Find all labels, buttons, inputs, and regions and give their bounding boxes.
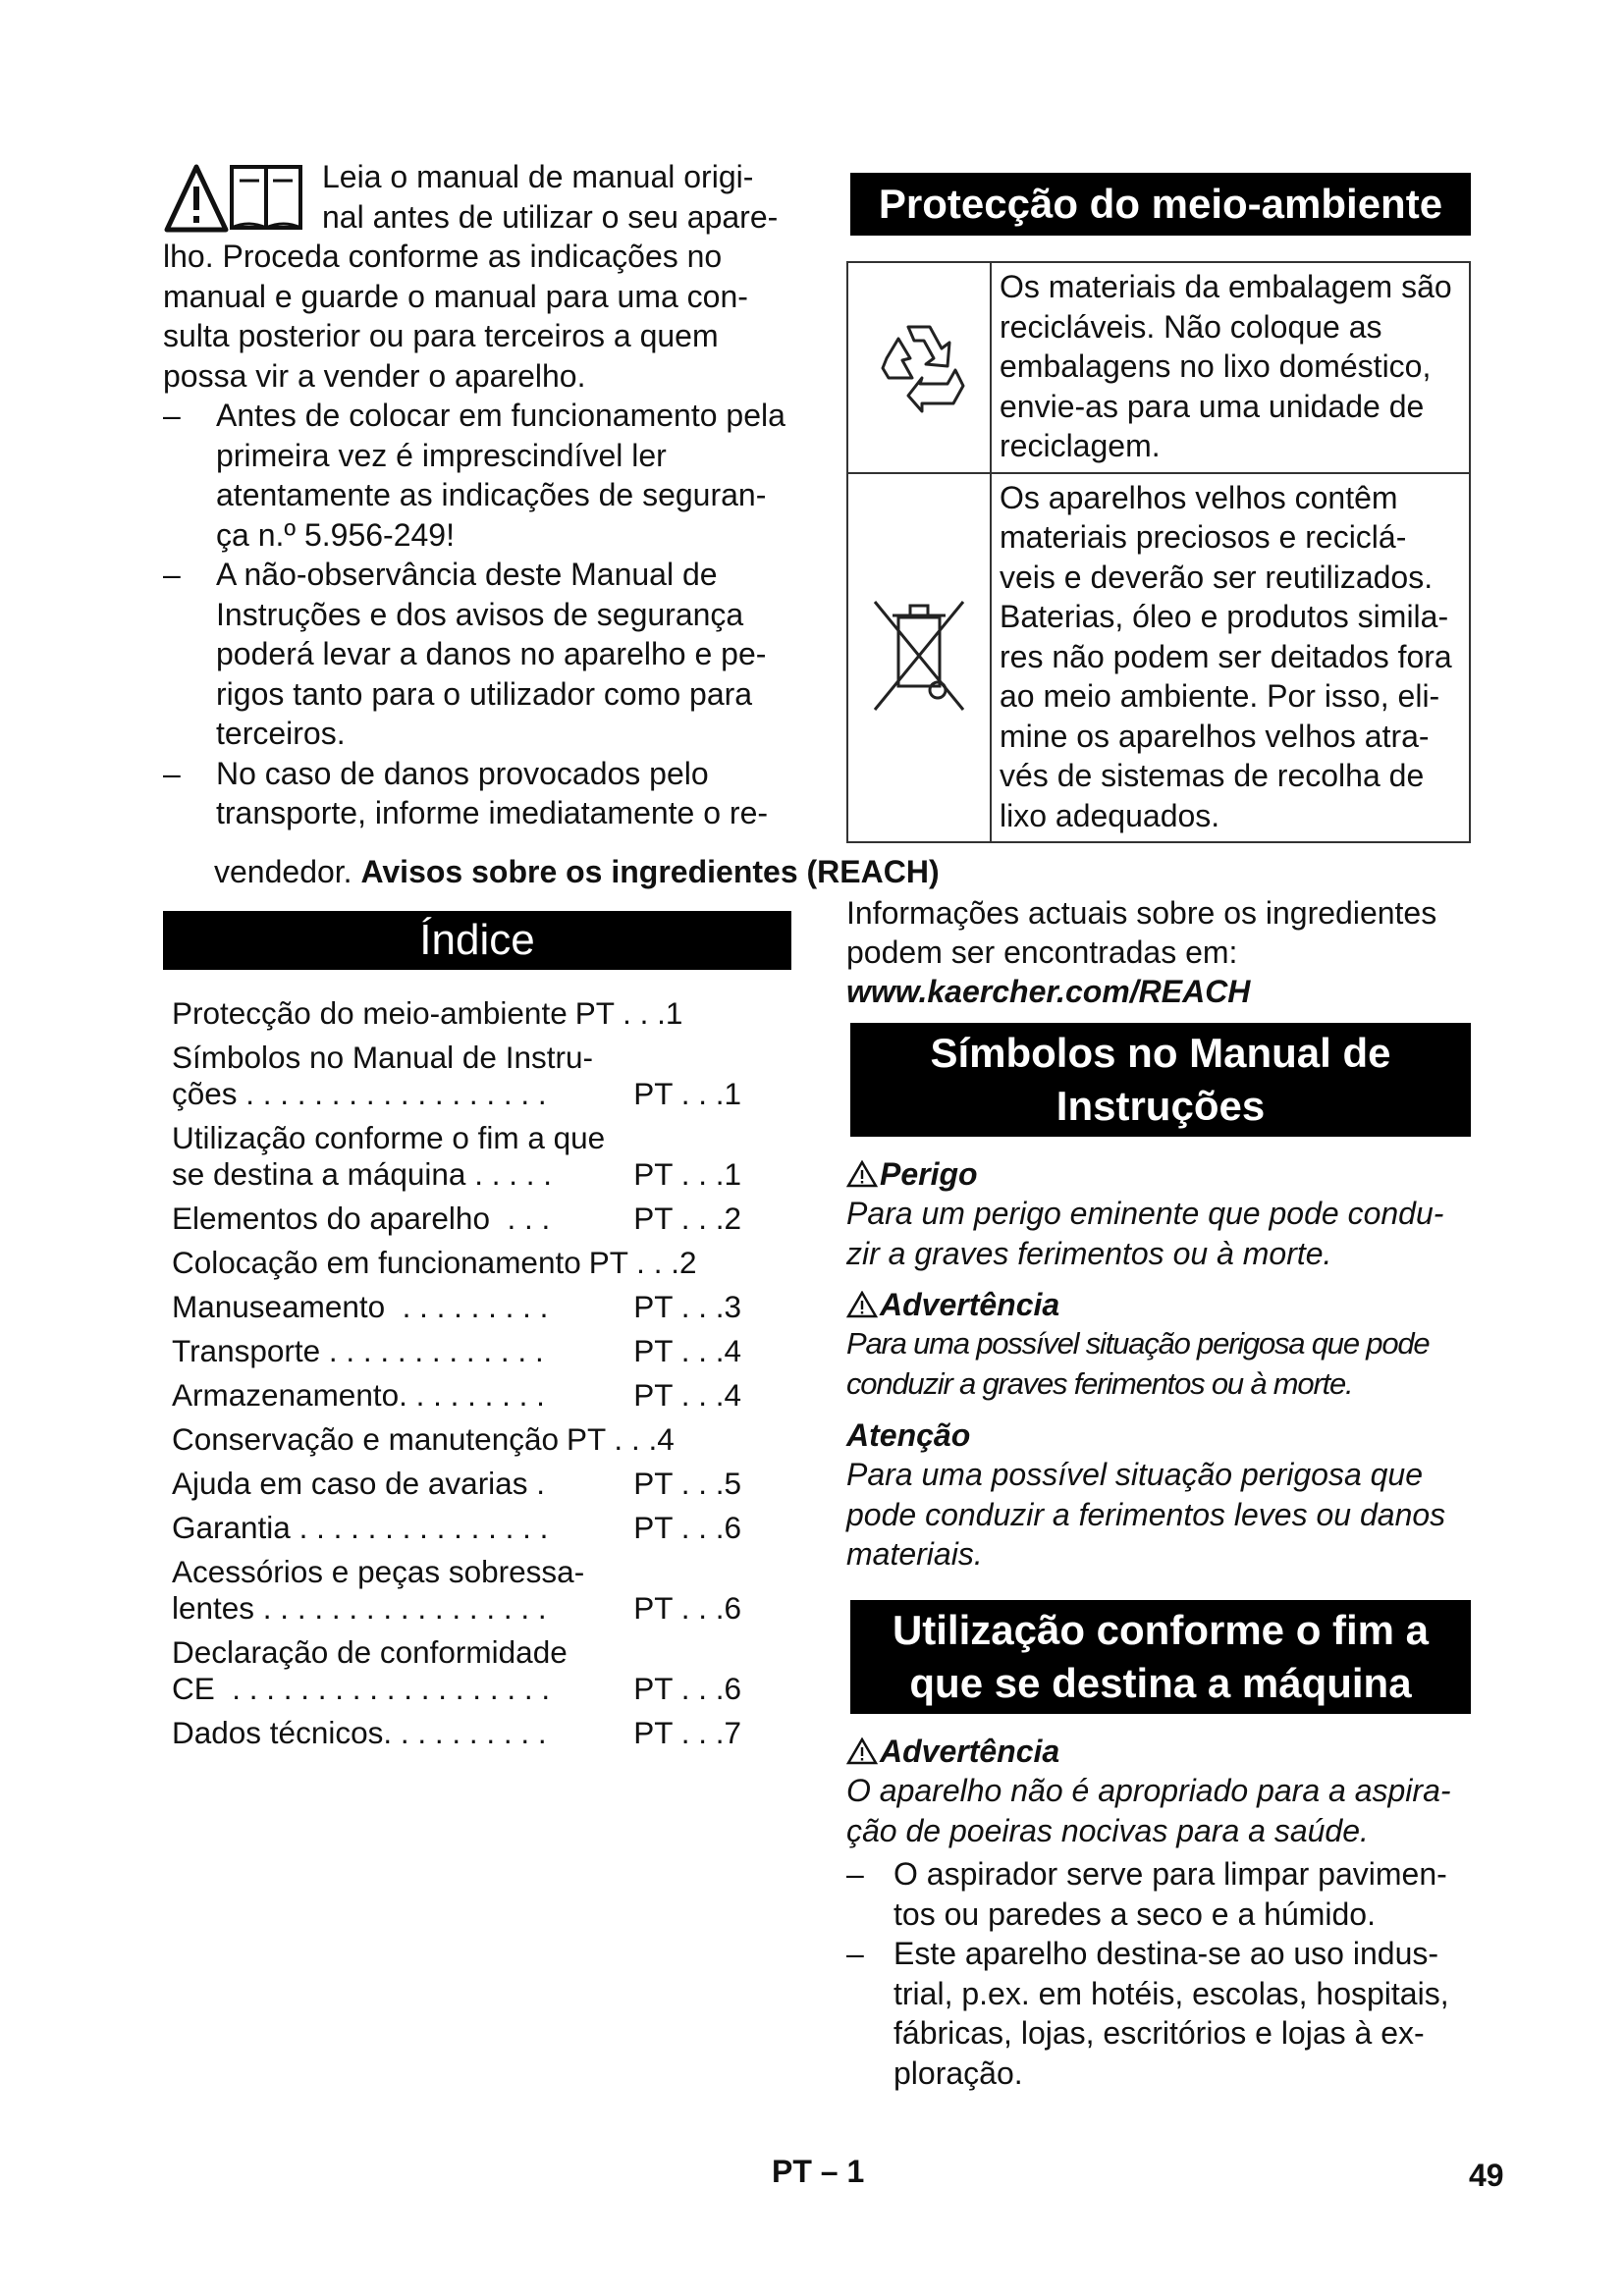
- environment-row: [847, 473, 1470, 843]
- toc-entry-page: PT . . .2: [588, 1245, 697, 1280]
- symbol-label-text: Advertência: [880, 1287, 1060, 1322]
- reach-heading-line: [214, 852, 940, 891]
- bullet-dash: –: [163, 755, 181, 791]
- warning-label: [846, 1732, 1475, 1771]
- toc-entry[interactable]: [172, 1120, 741, 1193]
- use-bullet-text: O aspirador serve para limpar pavimen- tos ou paredes a seco e a húmido.: [893, 1856, 1447, 1932]
- toc-entry-page: PT . . .1: [633, 1156, 741, 1192]
- reach-info: [846, 893, 1475, 1011]
- bin-cell: [847, 473, 991, 843]
- intended-use-title-line1: Utilização conforme o fim a: [892, 1607, 1430, 1653]
- toc-entry[interactable]: [172, 1634, 741, 1707]
- crossed-bin-icon: [865, 584, 973, 721]
- toc-entry-page: PT . . .2: [633, 1201, 741, 1236]
- toc-entry-page: PT . . .4: [567, 1421, 675, 1457]
- warning-triangle-icon: [846, 1737, 878, 1765]
- intro-bullet-text: No caso de danos provocados pelo transporte, informe imediatamente o re-: [216, 755, 769, 830]
- warning-manual-icons: [163, 161, 316, 236]
- intended-use-title-line2: que se destina a máquina: [909, 1660, 1412, 1706]
- intro-icons: [163, 161, 316, 236]
- intro-line-2: nal antes de utilizar o seu apare-: [322, 198, 779, 235]
- toc-entry-page: PT . . .4: [633, 1377, 741, 1413]
- toc-entry[interactable]: [172, 1466, 741, 1502]
- intro-bullet: [163, 754, 791, 833]
- bullet-dash: –: [846, 1856, 864, 1892]
- toc-entry[interactable]: [172, 1510, 741, 1546]
- symbol-label-text: Atenção: [846, 1417, 971, 1453]
- reach-heading: Avisos sobre os ingredientes (REACH): [360, 854, 940, 889]
- toc-entry-title: Acessórios e peças sobressa- lentes . . . . . . . . . . . . . . . . .: [172, 1554, 585, 1626]
- toc-entry-title: Colocação em funcionamento: [172, 1245, 581, 1280]
- intro-bullet: [163, 396, 791, 555]
- toc-entry-title: Conservação e manutenção: [172, 1421, 559, 1457]
- toc-entry-title: Manuseamento . . . . . . . . .: [172, 1289, 549, 1324]
- intended-use-block: [846, 1732, 1475, 2093]
- toc-entry[interactable]: [172, 995, 741, 1032]
- intro-last-line: vendedor.: [214, 854, 352, 889]
- toc-entry-title: Utilização conforme o fim a que se destina a máquina . . . . .: [172, 1120, 606, 1192]
- environment-text: Os aparelhos velhos contêm materiais preciosos e reciclá- veis e deverão ser reutilizados. Baterias, óleo e produtos simila- res não podem ser deitados fora ao meio ambiente. Por isso, eli- mine os aparelhos velhos atra- vés de sistemas de recolha de lixo adequados.: [991, 473, 1470, 843]
- toc-entry-title: Declaração de conformidade CE . . . . . . . . . . . . . . . . . . .: [172, 1634, 568, 1706]
- table-of-contents: [172, 995, 741, 1759]
- environment-table: [846, 261, 1471, 843]
- intro-paragraph: [163, 157, 791, 396]
- bullet-dash: –: [846, 1936, 864, 1971]
- toc-entry[interactable]: [172, 1421, 741, 1458]
- toc-entry[interactable]: [172, 1554, 741, 1627]
- intended-use-title: [850, 1600, 1471, 1714]
- toc-entry-title: Garantia . . . . . . . . . . . . . . .: [172, 1510, 549, 1545]
- use-bullet-text: Este aparelho destina-se ao uso indus- trial, p.ex. em hotéis, escolas, hospitais, fábricas, lojas, escritórios e lojas à ex- ploração.: [893, 1936, 1449, 2091]
- environment-text: Os materiais da embalagem são recicláveis. Não coloque as embalagens no lixo doméstico, envie-as para uma unidade de reciclagem.: [991, 262, 1470, 473]
- footer-code: PT – 1: [772, 2154, 865, 2189]
- toc-entry[interactable]: [172, 1040, 741, 1112]
- toc-entry-page: PT . . .4: [633, 1333, 741, 1368]
- toc-entry-title: Protecção do meio-ambiente: [172, 995, 568, 1031]
- toc-entry[interactable]: [172, 1377, 741, 1414]
- toc-entry-page: PT . . .6: [633, 1510, 741, 1545]
- toc-entry-page: PT . . .6: [633, 1671, 741, 1706]
- reach-text: Informações actuais sobre os ingredientes podem ser encontradas em:: [846, 895, 1437, 970]
- use-bullet: [846, 1934, 1475, 2093]
- warning-triangle-icon: [167, 167, 226, 230]
- symbols-title-line1: Símbolos no Manual de: [930, 1030, 1391, 1076]
- symbol-label: [846, 1415, 1475, 1455]
- recycle-icon: [865, 309, 973, 417]
- toc-entry-page: PT . . .1: [574, 995, 683, 1031]
- intro-bullet: [163, 555, 791, 754]
- warning-triangle-icon: [846, 1160, 878, 1188]
- symbol-label: [846, 1285, 1475, 1324]
- symbol-label: [846, 1154, 1475, 1194]
- symbols-title: [850, 1023, 1471, 1137]
- toc-entry[interactable]: [172, 1245, 741, 1281]
- toc-entry-page: PT . . .7: [633, 1715, 741, 1750]
- symbol-description: Para um perigo eminente que pode condu- zir a graves ferimentos ou à morte.: [846, 1196, 1444, 1271]
- toc-entry[interactable]: [172, 1289, 741, 1325]
- toc-entry-page: PT . . .3: [633, 1289, 741, 1324]
- intro-bullet-text: Antes de colocar em funcionamento pela primeira vez é imprescindível ler atentamente as indicações de seguran- ça n.º 5.956-249!: [216, 398, 785, 553]
- toc-entry-title: Dados técnicos. . . . . . . . . .: [172, 1715, 547, 1750]
- warning-text: O aparelho não é apropriado para a aspira- ção de poeiras nocivas para a saúde.: [846, 1773, 1451, 1848]
- environment-row: [847, 262, 1470, 473]
- toc-entry-title: Elementos do aparelho . . .: [172, 1201, 551, 1236]
- symbol-description: Para uma possível situação perigosa que pode conduzir a graves ferimentos ou à morte.: [846, 1326, 1430, 1401]
- intro-block: [163, 157, 791, 833]
- toc-title: Índice: [163, 911, 791, 970]
- toc-entry-page: PT . . .1: [633, 1076, 741, 1111]
- toc-entry-page: PT . . .5: [633, 1466, 741, 1501]
- recycle-cell: [847, 262, 991, 473]
- manual-book-icon: [232, 167, 300, 228]
- toc-entry[interactable]: [172, 1333, 741, 1369]
- toc-entry[interactable]: [172, 1201, 741, 1237]
- symbols-list: [846, 1154, 1475, 1586]
- toc-entry-title: Transporte . . . . . . . . . . . . .: [172, 1333, 544, 1368]
- use-bullet: [846, 1854, 1475, 1934]
- toc-entry-title: Ajuda em caso de avarias .: [172, 1466, 545, 1501]
- reach-url[interactable]: www.kaercher.com/REACH: [846, 974, 1251, 1009]
- intro-bullet-text: A não-observância deste Manual de Instruções e dos avisos de segurança poderá levar a danos no aparelho e pe- rigos tanto para o utilizador como para terceiros.: [216, 557, 767, 751]
- toc-entry-title: Armazenamento. . . . . . . . .: [172, 1377, 545, 1413]
- symbol-description: Para uma possível situação perigosa que pode conduzir a ferimentos leves ou danos materiais.: [846, 1457, 1446, 1572]
- symbol-label-text: Perigo: [880, 1156, 978, 1192]
- intro-rest: lho. Proceda conforme as indicações no manual e guarde o manual para uma con- sulta posterior ou para terceiros a quem possa vir a vender o aparelho.: [163, 239, 748, 394]
- symbols-title-line2: Instruções: [1056, 1083, 1266, 1129]
- toc-entry-page: PT . . .6: [633, 1590, 741, 1626]
- toc-entry-title: Símbolos no Manual de Instru- ções . . . . . . . . . . . . . . . . . .: [172, 1040, 593, 1111]
- bullet-dash: –: [163, 398, 181, 433]
- environment-title: Protecção do meio-ambiente: [850, 173, 1471, 236]
- page-number: 49: [1469, 2158, 1504, 2193]
- warning-triangle-icon: [846, 1291, 878, 1318]
- bullet-dash: –: [163, 557, 181, 592]
- toc-entry[interactable]: [172, 1715, 741, 1751]
- intro-line-1: Leia o manual de manual origi-: [322, 159, 754, 194]
- warning-label-text: Advertência: [880, 1734, 1060, 1769]
